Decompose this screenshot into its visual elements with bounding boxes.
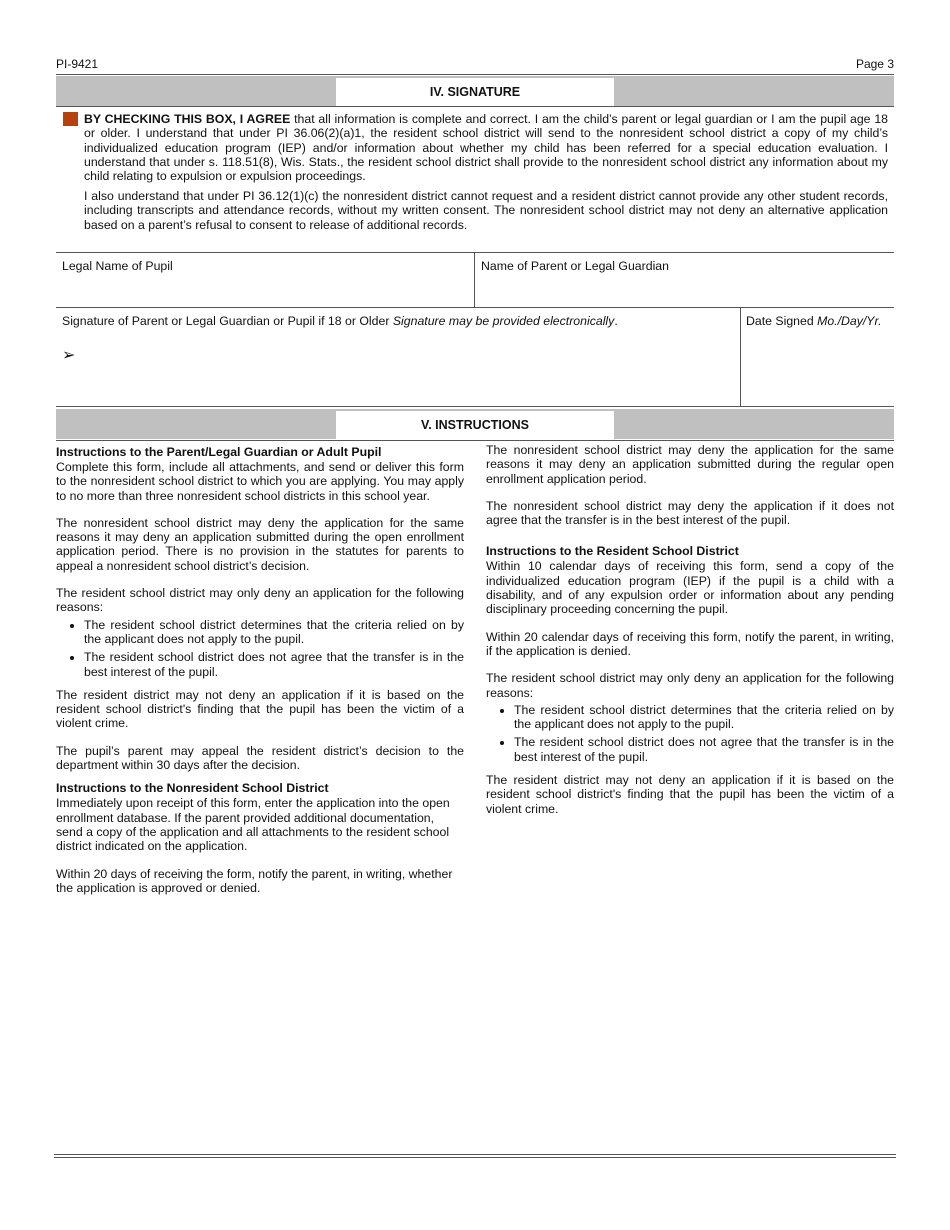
arrow-icon: ➢	[62, 347, 76, 364]
page-header	[56, 57, 894, 73]
guardian-name-input[interactable]	[478, 280, 892, 304]
signature-label: Signature of Parent or Legal Guardian or Pupil if 18 or Older Signature may be provided electronically.	[62, 314, 618, 328]
agree-body: that all information is complete and correct. I am the child’s parent or legal guardian or I am the pupil age 18 or older. I understand that under PI 36.06(2)(a)1, the resident school district will send to the nonresident school district a copy of my child’s individualized education program (IEP) and/or information about whether my child has been referred for a special education evaluation. I understand that under s. 118.51(8), Wis. Stats., the resident school district shall provide to the nonresident school district any information about my child relating to expulsion or expulsion proceedings.	[84, 112, 888, 184]
signature-note: Signature may be provided electronically	[392, 314, 615, 328]
divider	[56, 440, 894, 441]
list-item: • The resident school district does not agree that the transfer is in the best interest of the pupil.	[514, 735, 894, 764]
instructions-section-title: V. INSTRUCTIONS	[336, 411, 614, 439]
resident-p2: Within 20 calendar days of receiving this form, notify the parent, in writing, if the application is denied.	[486, 629, 894, 658]
instructions-section-bar	[56, 409, 894, 439]
nonresident-heading: Instructions to the Nonresident School District	[56, 781, 329, 796]
divider	[56, 106, 894, 107]
date-label: Date Signed Mo./Day/Yr.	[746, 314, 882, 328]
resident-heading: Instructions to the Resident School District	[486, 544, 739, 559]
footer-rule	[54, 1157, 896, 1158]
form-id: PI-9421	[56, 57, 99, 71]
parent-p1: Complete this form, include all attachments, and send or deliver this form to the nonresident school district to which you are applying. You may apply to no more than three nonresident school districts in this school year.	[56, 460, 464, 503]
divider	[56, 406, 894, 407]
parent-p4: The resident district may not deny an application if it is based on the resident school district's finding that the pupil has been the victim of a violent crime.	[56, 687, 464, 731]
list-item: • The resident school district determines that the criteria relied on by the applicant does not apply to the pupil.	[514, 703, 894, 732]
agreement-text	[84, 112, 888, 183]
instructions-right-column	[486, 443, 894, 829]
resident-p1: Within 10 calendar days of receiving this form, send a copy of the individualized education program (IEP) if the pupil is a child with a disability, and of any expulsion order or information about any pending disciplinary proceeding concerning the pupil.	[486, 559, 894, 617]
page-number: Page 3	[855, 57, 894, 71]
right-p2: The nonresident school district may deny the application if it does not agree that the transfer is in the best interest of the pupil.	[486, 498, 894, 528]
pupil-name-label: Legal Name of Pupil	[62, 259, 173, 273]
list-item: • The resident school district does not agree that the transfer is in the best interest of the pupil.	[84, 650, 464, 679]
agree-checkbox[interactable]	[63, 112, 78, 126]
resident-p3: The resident school district may only deny an application for the following reasons:	[486, 671, 894, 700]
signature-section-title: IV. SIGNATURE	[336, 78, 614, 106]
parent-heading: Instructions to the Parent/Legal Guardian or Adult Pupil	[56, 445, 382, 459]
parent-reasons-list	[56, 618, 464, 679]
date-format: Mo./Day/Yr.	[817, 314, 882, 328]
parent-p5: The pupil’s parent may appeal the resident district’s decision to the department within 30 days after the decision.	[56, 743, 464, 773]
list-item: • The resident school district determines that the criteria relied on by the applicant does not apply to the pupil.	[84, 618, 464, 647]
resident-reasons-list	[486, 703, 894, 764]
pupil-name-input[interactable]	[56, 280, 471, 304]
signature-section-bar	[56, 76, 894, 106]
divider	[474, 252, 475, 307]
nonresident-p2: Within 20 days of receiving the form, notify the parent, in writing, whether the application is approved or denied.	[56, 866, 453, 895]
right-p1: The nonresident school district may deny the application for the same reasons it may deny an application submitted during the regular open enrollment application period.	[486, 443, 894, 486]
nonresident-p1: Immediately upon receipt of this form, enter the application into the open enrollment database. If the parent provided additional documentation, send a copy of the application and all attachments to the resident school district indicated on the application.	[56, 796, 450, 854]
guardian-name-label: Name of Parent or Legal Guardian	[481, 259, 669, 273]
footer-rule	[54, 1154, 896, 1155]
resident-p4: The resident district may not deny an application if it is based on the resident school district's finding that the pupil has been the victim of a violent crime.	[486, 773, 894, 816]
consent-text: I also understand that under PI 36.12(1)(c) the nonresident district cannot request and a resident district cannot provide any other student records, including transcripts and attendance records, without my written consent. The nonresident school district may not deny an alternative application based on a parent’s refusal to consent to release of additional records.	[84, 189, 888, 232]
date-input[interactable]	[744, 335, 892, 395]
instructions-left-column	[56, 445, 464, 908]
divider	[740, 307, 741, 407]
agree-bold: BY CHECKING THIS BOX, I AGREE	[84, 112, 291, 126]
parent-p2: The nonresident school district may deny the application for the same reasons it may deny an application submitted during the open enrollment application period. There is no provision in the statutes for parents to appeal a nonresident school district’s decision.	[56, 515, 464, 573]
signature-input[interactable]	[84, 335, 734, 395]
divider	[56, 74, 894, 75]
parent-p3: The resident school district may only deny an application for the following reasons:	[56, 586, 464, 615]
